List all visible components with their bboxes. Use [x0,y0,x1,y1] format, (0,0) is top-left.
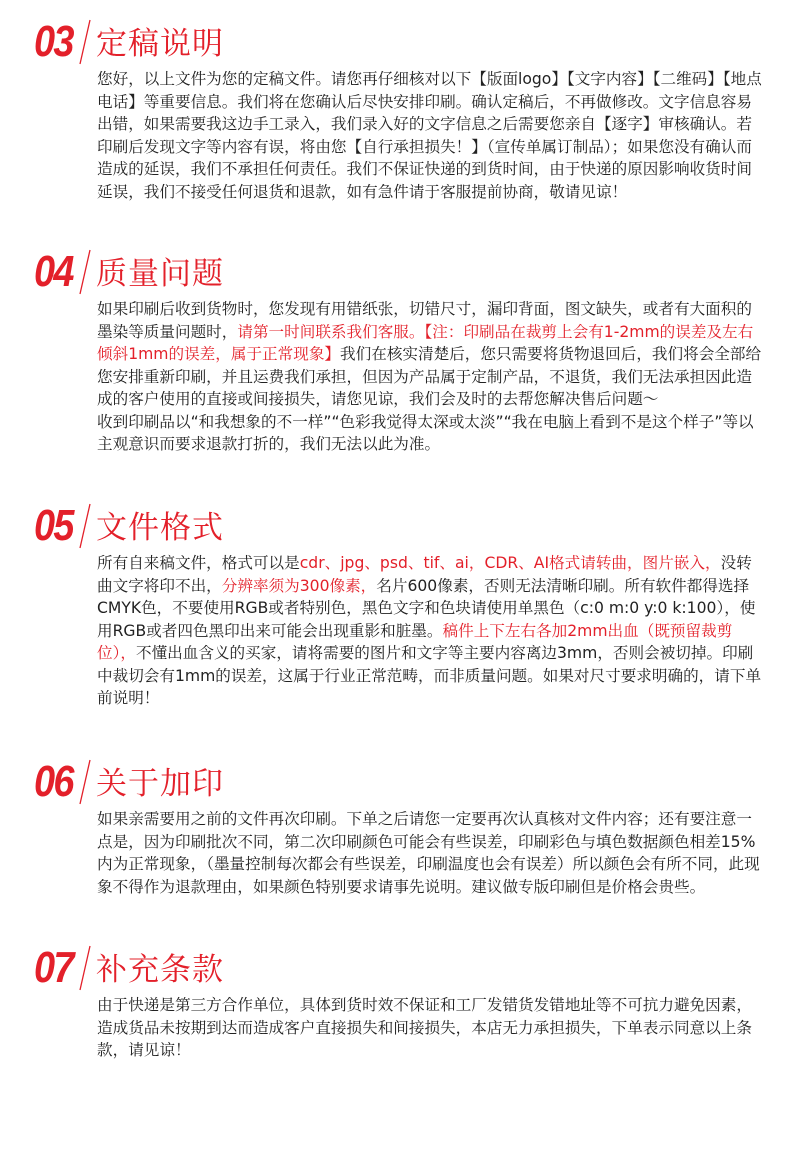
section-body [97,994,762,1062]
section-number: 05 [34,501,73,550]
section-number: 04 [34,247,73,296]
text-run: 我们在核实清楚后，您只需要将货物退回后，我们将会全部给您安排重新印刷，并且运费我们承担，但因为产品属于定制产品，不退货，我们无法承担因此造成的客户使用的直接或间接损失，请您见谅，我们会及时的去帮您解决售后问题～ [97,345,762,408]
slash-icon [78,14,92,70]
paragraph [97,298,762,411]
section-title: 文件格式 [96,510,224,546]
highlight-text: cdr、jpg、psd、tif、ai，CDR、AI格式请转曲，图片嵌入， [299,554,721,572]
slash-icon [78,754,92,810]
paragraph [97,552,762,710]
section-body [97,552,762,710]
slash-icon [78,244,92,300]
section-number: 03 [34,17,73,66]
highlight-text: 请第一时间联系我们客服。【注：印刷品在裁剪上会有1-2mm的误差及左右倾斜1mm的误差，属于正常现象】 [97,322,754,363]
slash-icon [78,940,92,996]
section-heading [0,754,600,814]
slash-icon [78,498,92,554]
section-number: 07 [34,943,73,992]
section-title: 定稿说明 [96,26,224,62]
section-body [97,298,762,456]
section-number: 06 [34,757,73,806]
paragraph: 收到印刷品以“和我想象的不一样”“色彩我觉得太深或太淡”“我在电脑上看到不是这个样子”等以主观意识而要求退款打折的，我们无法以此为准。 [97,412,754,453]
section-heading [0,14,600,74]
section-heading [0,498,600,558]
highlight-text: 稿件上下左右各加2mm出血（既预留裁剪位）， [97,621,733,662]
paragraph: 如果亲需要用之前的文件再次印刷。下单之后请您一定要再次认真核对文件内容；还有要注意一点是，因为印刷批次不同，第二次印刷颜色可能会有些误差，印刷彩色与填色数据颜色相差15%内为正常现象，（墨量控制每次都会有些误差，印刷温度也会有误差）所以颜色会有所不同，此现象不得作为退款理由，如果颜色特别要求请事先说明。建议做专版印刷但是价格会贵些。 [97,810,760,896]
text-run: 没转曲文字将印不出， [97,554,752,595]
section-title: 补充条款 [96,952,224,988]
text-run: 名片600像素，否则无法清晰印刷。所有软件都得选择CMYK色，不要使用RGB或者特别色，黑色文字和色块请使用单黑色（c:0 m:0 y:0 k:100），使用RGB或者四色黑印出来可能会出现重影和脏墨。 [97,576,756,640]
section-title: 关于加印 [96,766,224,802]
paragraph: 您好，以上文件为您的定稿文件。请您再仔细核对以下【版面logo】【文字内容】【二维码】【地点电话】等重要信息。我们将在您确认后尽快安排印刷。确认定稿后，不再做修改。文字信息容易出错，如果需要我这边手工录入，我们录入好的文字信息之后需要您亲自【逐字】审核确认。若印刷后发现文字等内容有误，将由您【自行承担损失！】（宣传单属订制品）；如果您没有确认而造成的延误，我们不承担任何责任。我们不保证快递的到货时间，由于快递的原因影响收货时间延误，我们不接受任何退货和退款，如有急件请于客服提前协商，敬请见谅！ [97,70,762,201]
section-body [97,68,762,203]
section-title: 质量问题 [96,256,224,292]
section-heading [0,940,600,1000]
section-body [97,808,762,898]
text-run: 所有自来稿文件，格式可以是 [97,554,300,572]
paragraph: 由于快递是第三方合作单位，具体到货时效不保证和工厂发错货发错地址等不可抗力避免因素，造成货品未按期到达而造成客户直接损失和间接损失，本店无力承担损失，下单表示同意以上条款，请见谅！ [97,996,752,1059]
section-heading [0,244,600,304]
text-run: 如果印刷后收到货物时，您发现有用错纸张，切错尺寸，漏印背面，图文缺失，或者有大面积的墨染等质量问题时， [97,300,752,341]
text-run: 不懂出血含义的买家，请将需要的图片和文字等主要内容离边3mm，否则会被切掉。印刷中裁切会有1mm的误差，这属于行业正常范畴，而非质量问题。如果对尺寸要求明确的，请下单前说明！ [97,644,762,707]
highlight-text: 分辨率须为300像素， [221,576,377,595]
